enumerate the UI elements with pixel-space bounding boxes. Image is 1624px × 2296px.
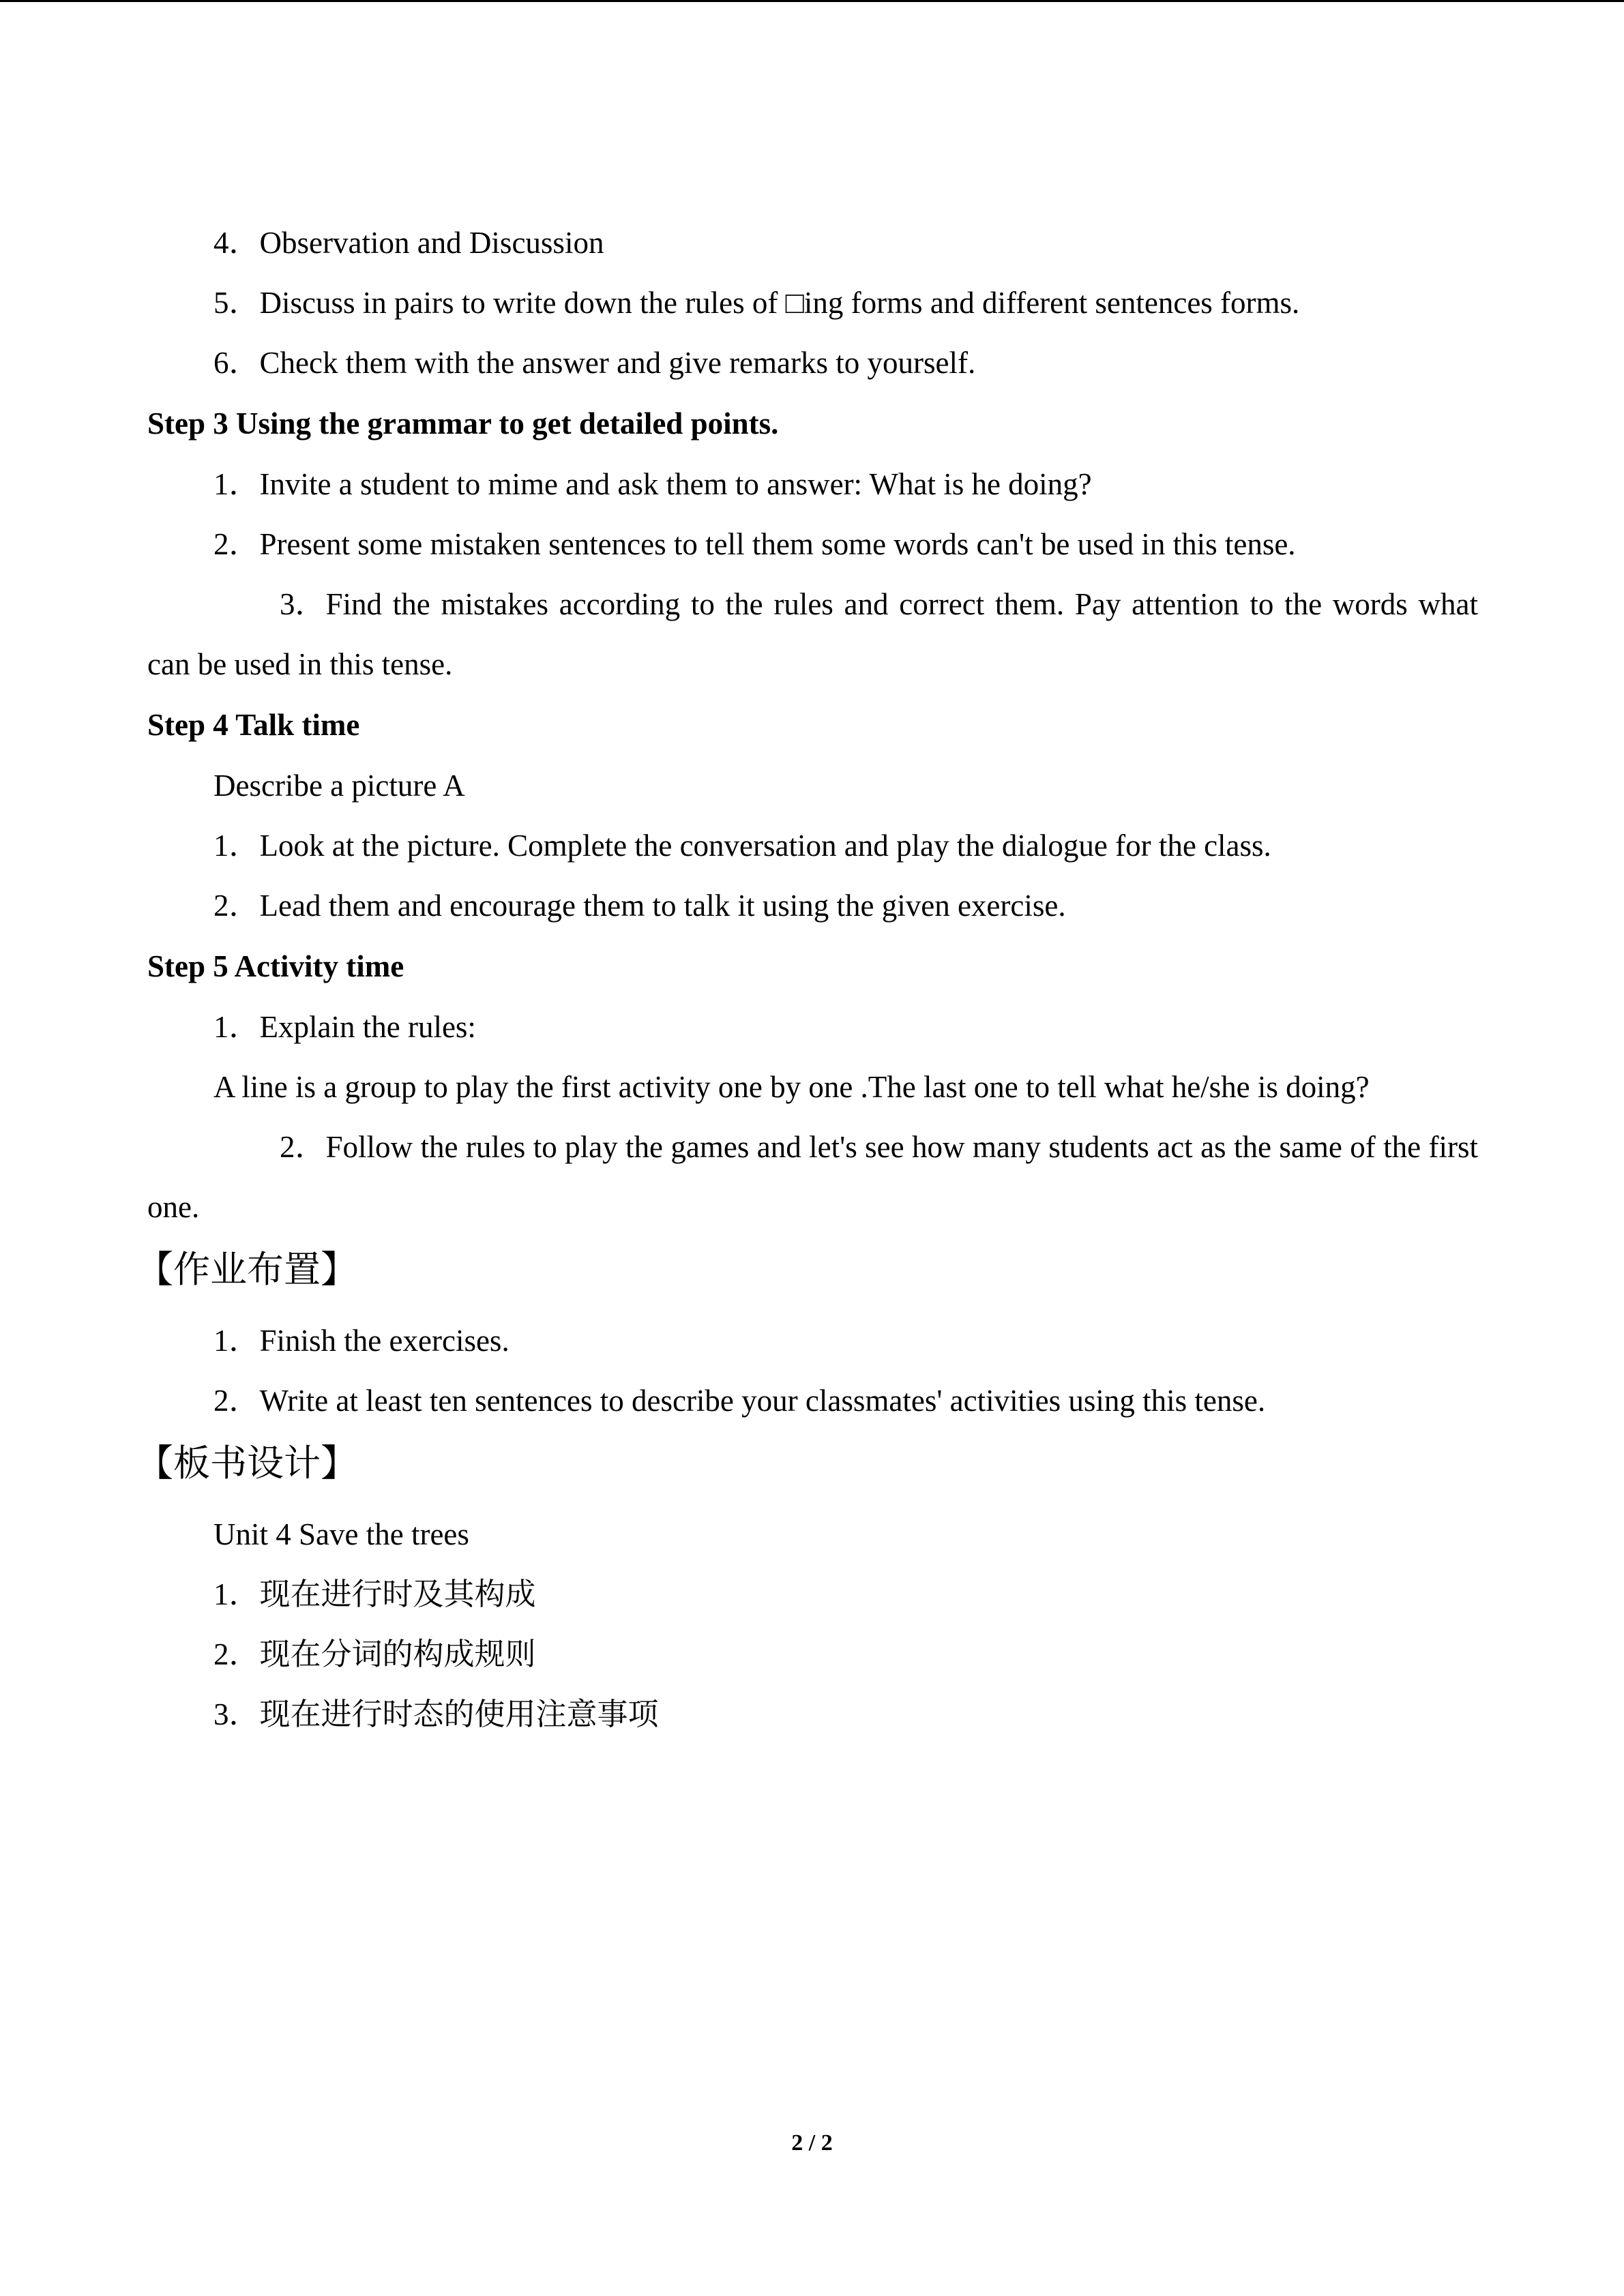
list-item xyxy=(147,333,1478,393)
item-text: Check them with the answer and give remarks to yourself. xyxy=(259,346,976,380)
list-item xyxy=(147,1684,1478,1744)
item-number: 1． xyxy=(213,467,260,501)
item-number: 2． xyxy=(213,889,260,923)
item-number: 3． xyxy=(280,587,326,621)
item-text: 现在进行时态的使用注意事项 xyxy=(259,1696,659,1732)
item-number: 4． xyxy=(213,226,260,260)
list-item xyxy=(147,213,1478,273)
list-item xyxy=(147,273,1478,333)
item-text: Write at least ten sentences to describe your classmates' activities using this tense. xyxy=(259,1384,1266,1418)
list-item xyxy=(147,1564,1478,1624)
item-number: 2． xyxy=(280,1130,326,1164)
step4-intro: Describe a picture A xyxy=(213,769,465,803)
list-item xyxy=(147,454,1478,514)
list-item xyxy=(147,876,1478,936)
list-item xyxy=(147,1371,1478,1431)
list-item xyxy=(147,1311,1478,1371)
step5-rule: A line is a group to play the first activity one by one .The last one to tell what he/she is doing? xyxy=(213,1070,1370,1104)
step5-heading: Step 5 Activity time xyxy=(147,949,404,983)
item-number: 5． xyxy=(213,286,260,320)
item-text: Finish the exercises. xyxy=(259,1324,510,1358)
list-item xyxy=(147,1624,1478,1684)
item-text: Observation and Discussion xyxy=(259,226,604,260)
item-number: 2． xyxy=(213,1637,260,1671)
item-text: Find the mistakes according to the rules and correct them. Pay attention to the words what can be used in this tense. xyxy=(147,587,1478,681)
homework-heading: 【作业布置】 xyxy=(136,1248,357,1291)
item-text: Discuss in pairs to write down the rules of □ing forms and different sentences forms. xyxy=(259,286,1300,320)
item-number: 2． xyxy=(213,1384,260,1418)
item-number: 2． xyxy=(213,527,260,561)
list-item xyxy=(147,1117,1478,1237)
item-number: 1． xyxy=(213,1577,260,1611)
item-number: 3． xyxy=(213,1697,260,1731)
item-text: Follow the rules to play the games and let's see how many students act as the same of the first one. xyxy=(147,1130,1478,1224)
document-body xyxy=(136,213,1478,1744)
item-text: Look at the picture. Complete the conversation and play the dialogue for the class. xyxy=(259,829,1271,863)
item-text: Explain the rules: xyxy=(259,1010,476,1044)
list-item xyxy=(147,816,1478,876)
board-unit: Unit 4 Save the trees xyxy=(213,1517,469,1551)
item-number: 1． xyxy=(213,1324,260,1358)
board-heading: 【板书设计】 xyxy=(136,1442,357,1485)
item-number: 1． xyxy=(213,1010,260,1044)
step3-heading: Step 3 Using the grammar to get detailed points. xyxy=(147,406,779,441)
item-text: 现在进行时及其构成 xyxy=(259,1576,536,1612)
list-item xyxy=(147,514,1478,574)
step4-heading: Step 4 Talk time xyxy=(147,708,360,742)
item-number: 1． xyxy=(213,829,260,863)
item-text: Invite a student to mime and ask them to answer: What is he doing? xyxy=(259,467,1092,501)
item-text: 现在分词的构成规则 xyxy=(259,1636,536,1672)
list-item xyxy=(147,997,1478,1057)
top-border-line xyxy=(0,0,1624,2)
item-text: Lead them and encourage them to talk it using the given exercise. xyxy=(259,889,1066,923)
page-number: 2 / 2 xyxy=(791,2130,833,2156)
list-item xyxy=(147,574,1478,694)
item-number: 6． xyxy=(213,346,260,380)
item-text: Present some mistaken sentences to tell them some words can't be used in this tense. xyxy=(259,527,1296,561)
